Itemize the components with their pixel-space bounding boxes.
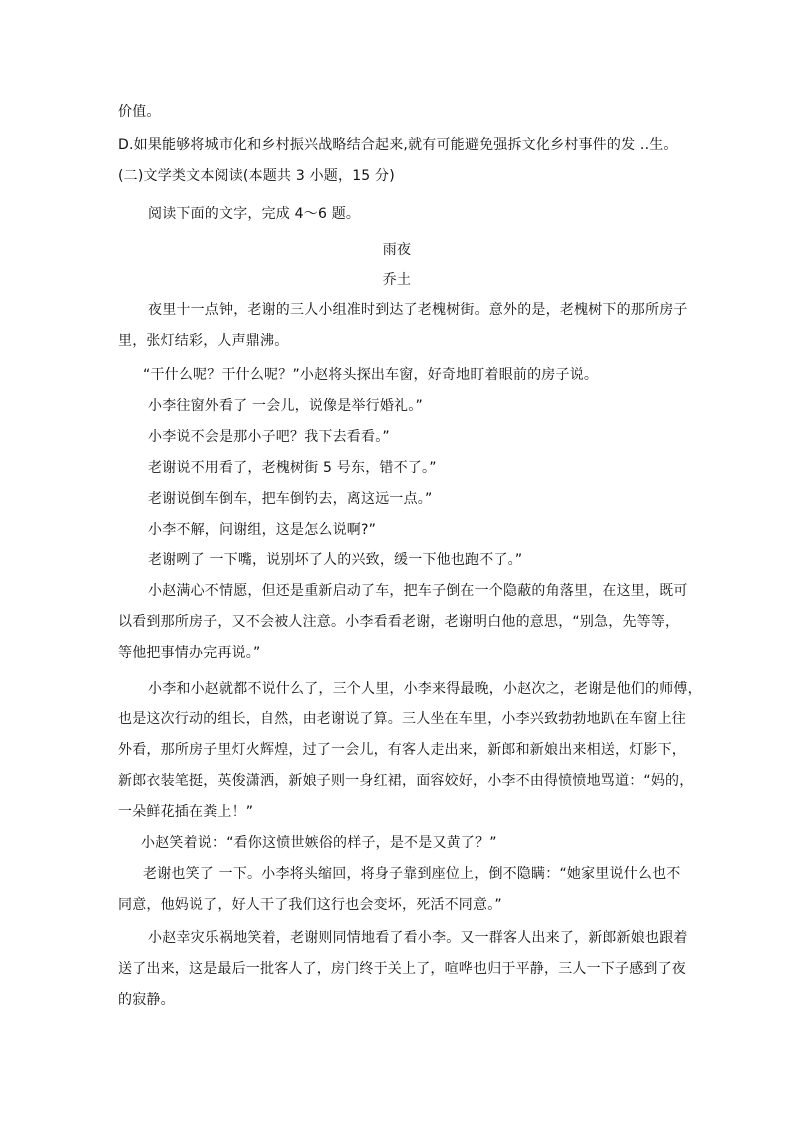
paragraph-line: 里，张灯结彩，人声鼎沸。 (118, 333, 289, 349)
paragraph-line: 送了出来，这是最后一批客人了，房门终于关上了，喧哗也归于平静，三人一下子感到了夜 (118, 961, 686, 977)
dialogue-line: 老谢咧了 一下嘴，说别坏了人的兴致，缓一下他也跑不了。” (148, 552, 523, 568)
section-heading: (二)文学类文本阅读(本题共 3 小题，15 分) (118, 168, 395, 184)
paragraph-line: 小赵满心不情愿，但还是重新启动了车，把车子倒在一个隐蔽的角落里，在这里，既可 (148, 583, 688, 599)
paragraph-line: 小李和小赵就都不说什么了，三个人里，小李来得最晚，小赵次之，老谢是他们的师傅， (148, 681, 702, 697)
paragraph-line: 也是这次行动的组长，自然，由老谢说了算。三人坐在车里，小李兴致勃勃地趴在车窗上往 (118, 711, 686, 727)
paragraph-line: 同意，他妈说了，好人干了我们这行也会变坏，死活不同意。” (118, 897, 502, 913)
dialogue-line: “干什么呢？干什么呢？”小赵将头探出车窗，好奇地盯着眼前的房子说。 (143, 367, 599, 383)
paragraph-line: 外看，那所房子里灯火辉煌，过了一会儿，有客人走出来，新郎和新娘出来相送，灯影下， (118, 742, 686, 758)
paragraph-line: 等他把事情办完再说。” (118, 645, 261, 661)
dialogue-line: 小赵笑着说：“看你这愤世嫉俗的样子，是不是又黄了？” (141, 835, 497, 851)
paragraph-line: 一朵鲜花插在粪上！” (118, 804, 254, 820)
paragraph-line: 的寂静。 (118, 992, 175, 1008)
story-title: 雨夜 (382, 242, 412, 258)
paragraph-line: 小赵幸灾乐祸地笑着，老谢则同情地看了看小李。又一群客人出来了，新郎新娘也跟着 (148, 930, 688, 946)
dialogue-line: 小李说不会是那小子吧？我下去看看。” (148, 429, 390, 445)
text-line: 价值。 (118, 104, 161, 120)
paragraph-line: 夜里十一点钟，老谢的三人小组准时到达了老槐树街。意外的是，老槐树下的那所房子 (148, 302, 688, 318)
dialogue-line: 老谢说不用看了，老槐树街 5 号东，错不了。” (148, 460, 437, 476)
option-d-line: D.如果能够将城市化和乡村振兴战略结合起来,就有可能避免强拆文化乡村事件的发 ..生。 (118, 137, 678, 153)
dialogue-line: 小李不解，问谢组，这是怎么说啊?” (148, 522, 377, 538)
instruction-line: 阅读下面的文字，完成 4～6 题。 (148, 206, 361, 222)
dialogue-line: 老谢说倒车倒车，把车倒钓去，离这远一点。” (148, 491, 433, 507)
paragraph-line: 新郎衣装笔挺，英俊潇洒，新娘子则一身红裙，面容姣好，小李不由得愤愤地骂道：“妈的， (118, 773, 694, 789)
paragraph-line: 老谢也笑了 一下。小李将头缩回，将身子靠到座位上，倒不隐瞒：“她家里说什么也不 (143, 866, 681, 882)
story-author: 乔土 (382, 272, 412, 288)
paragraph-line: 以看到那所房子，又不会被人注意。小李看看老谢，老谢明白他的意思，“别急，先等等， (118, 614, 680, 630)
dialogue-line: 小李往窗外看了 一会儿，说像是举行婚礼。” (148, 398, 423, 414)
